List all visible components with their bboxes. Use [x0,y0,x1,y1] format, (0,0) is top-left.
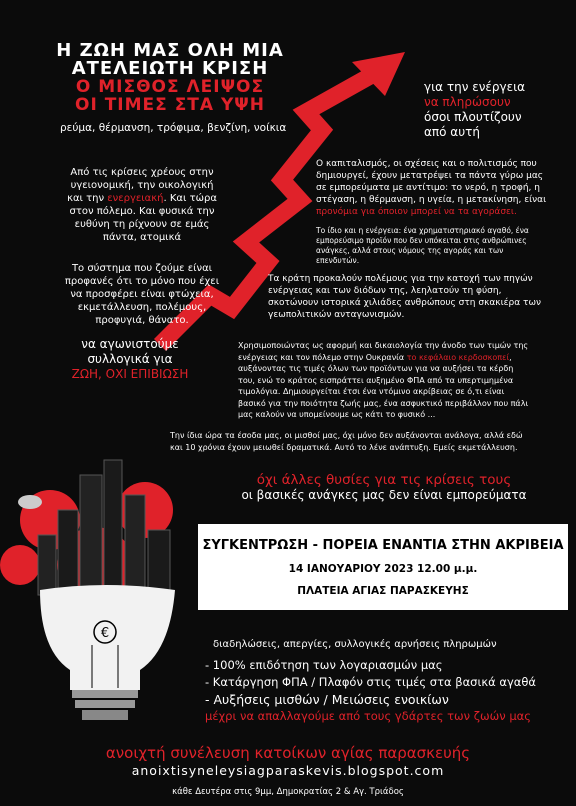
states-war-line-2: ενέργειας και των διόδων της, λεηλατούν τη φύση, [268,286,502,296]
demand-item-2: - Κατάργηση ΦΠΑ / Πλαφόν στις τιμές στα βασικά αγαθά [205,675,536,689]
capitalism-line-4: στέγαση, η θέρμανση, η υγεία, η μετακίνηση, είναι [316,195,547,205]
event-place: ΠΛΑΤΕΙΑ ΑΓΙΑΣ ΠΑΡΑΣΚΕΥΗΣ [297,585,469,597]
system-line-4: εκμετάλλευση, πολέμους, [77,302,207,313]
demands-intro: διαδηλώσεις, απεργίες, συλλογικές αρνήσεις πληρωμών [213,639,497,650]
demand-item-1: - 100% επιδότηση των λογαριασμών μας [205,658,443,672]
euro-symbol: € [100,626,110,641]
energy-payers-line-2: να πληρώσουν [424,95,511,109]
wages-paragraph [170,430,574,454]
system-line-1: Το σύστημα που ζούμε είναι [71,263,213,274]
capitalism-line-2: δημιουργεί, έχουν μετατρέψει τα πάντα γύρω μας [316,171,544,181]
crises-line-1: Από τις κρίσεις χρέους στην [70,167,214,178]
ukraine-line-1: Χρησιμοποιώντας ως αφορμή και δικαιολογία την άνοδο των τιμών της [238,341,529,350]
fight-slogan [30,337,230,382]
headline-items: ρεύμα, θέρμανση, τρόφιμα, βενζίνη, νοίκια [60,122,287,134]
meeting-info: κάθε Δευτέρα στις 9μμ, Δημοκρατίας 2 & Αγ. Τριάδος [172,787,404,797]
wages-line-1: Την ίδια ώρα τα έσοδα μας, οι μισθοί μας, όχι μόνο δεν αυξάνονται ανάλογα, αλλά εδώ [170,431,523,440]
ukraine-line-3: αυξάνοντας τις τιμές όλων των προϊόντων για να αυξήσει τα κέρδη [238,364,514,373]
states-war-line-4: γεωπολιτικών ανταγωνισμών. [268,310,405,320]
ukraine-line-5: τιμολόγια. Δημιουργείται έτσι ένα ντόμινο ακρίβειας σε ό,τι είναι [238,387,505,396]
energy-commodity-line-2: εμπορεύσιμο προϊόν που δεν υπόκειται στις ανθρώπινες [316,236,527,245]
wages-line-2: και 10 χρόνια έχουν μειωθεί δραματικά. Αυτό το λένε ανάπτυξη. Εμείς εκμετάλλευση. [170,443,518,452]
fight-line-3: ΖΩΗ, ΟΧΙ ΕΠΙΒΙΩΣΗ [71,367,189,381]
energy-payers-line-3: όσοι πλουτίζουν [424,110,522,124]
event-title: ΣΥΓΚΕΝΤΡΩΣΗ - ΠΟΡΕΙΑ ΕΝΑΝΤΙΑ ΣΤΗΝ ΑΚΡΙΒΕΙΑ [202,538,564,553]
demand-item-3: - Αυξήσεις μισθών / Μειώσεις ενοικίων [205,692,449,707]
system-line-5: προφυγιά, θάνατο. [95,315,189,326]
headline-line-2: ΑΤΕΛΕΙΩΤΗ ΚΡΙΣΗ [71,58,269,79]
event-date: 14 ΙΑΝΟΥΑΡΙΟΥ 2023 12.00 μ.μ. [288,563,478,575]
system-line-3: να προσφέρει είναι φτώχεια, [70,289,214,300]
energy-commodity-paragraph [316,226,570,266]
states-war-line-3: σκοτώνουν ιστορικά χιλιάδες ανθρώπους στη σκακιέρα των [268,298,542,308]
headline-line-4: ΟΙ ΤΙΜΕΣ ΣΤΑ ΥΨΗ [75,95,265,115]
capitalism-line-3: σε εμπορεύματα με αντίτιμο: το νερό, η τροφή, η [316,183,540,193]
blog-url[interactable]: anoixtisyneleysiagparaskevis.blogspot.com [131,763,445,778]
crises-line-4: στον πόλεμο. Και φυσικά την [69,206,215,217]
fight-line-2: συλλογικά για [87,352,173,366]
crises-paragraph [52,166,232,244]
main-slogan [196,472,572,502]
energy-payers-line-4: από αυτή [424,125,480,139]
crises-line-6: πάντα, ατομικά [102,232,182,243]
ukraine-line-6: βασικό για την ποιότητα ζωής μας, ένα ασφυκτικό περιβάλλον που πάλι [238,398,529,408]
ukraine-line-7: μας καλούν να υπομείνουμε ως κάτι το φυσικό ... [238,410,436,419]
headline-line-3: Ο ΜΙΣΘΟΣ ΛΕΙΨΟΣ [75,77,265,97]
energy-commodity-line-3: ανάγκες, αλλά στους νόμους της αγοράς και των [316,246,504,255]
states-war-paragraph [268,273,568,321]
crises-line-5: ευθύνη τη ρίχνουν σε εμάς [74,219,210,230]
system-line-2: προφανές ότι το μόνο που έχει [64,276,220,287]
city-lightbulb-illustration [0,440,210,740]
states-war-line-1: Τα κράτη προκαλούν πολέμους για την κατοχή των πηγών [268,274,533,284]
energy-payers-line-1: για την ενέργεια [424,80,526,94]
assembly-name: ανοιχτή συνέλευση κατοίκων αγίας παρασκευής [105,744,471,762]
ukraine-line-2: ενέργειας και τον πόλεμο στην Ουκρανία το κεφάλαιο κερδοσκοπεί, [238,352,512,362]
capitalism-paragraph [316,158,570,218]
ukraine-paragraph [238,340,574,421]
headline-line-1: Η ΖΩΗ ΜΑΣ ΟΛΗ ΜΙΑ [56,40,284,61]
system-paragraph [42,262,242,327]
capitalism-line-1: Ο καπιταλισμός, οι σχέσεις και ο πολιτισμός που [316,159,537,169]
fight-line-1: να αγωνιστούμε [81,337,179,351]
crises-line-2: υγειονομική, την οικολογική [70,180,214,191]
capitalism-line-5: προνόμια για όποιον μπορεί να τα αγοράσει. [316,207,517,217]
demand-item-4: μέχρι να απαλλαγούμε από τους γδάρτες των ζωών μας [205,709,531,723]
ukraine-line-4: του, ενώ το κράτος εισπράττει αυξημένο ΦΠΑ από τα υπερτιμημένα [238,375,514,385]
energy-commodity-line-1: Το ίδιο και η ενέργεια: ένα χρηματιστηριακό αγαθό, ένα [316,226,529,235]
slogan-line-1: όχι άλλες θυσίες για τις κρίσεις τους [256,472,512,488]
slogan-line-2: οι βασικές ανάγκες μας δεν είναι εμπορεύματα [241,488,527,502]
event-box [198,524,568,610]
energy-commodity-line-4: επενδυτών. [316,256,360,265]
demands-list [205,636,536,725]
crises-line-3: και την ενεργειακή. Και τώρα [67,193,217,204]
energy-payers-block [424,80,525,140]
